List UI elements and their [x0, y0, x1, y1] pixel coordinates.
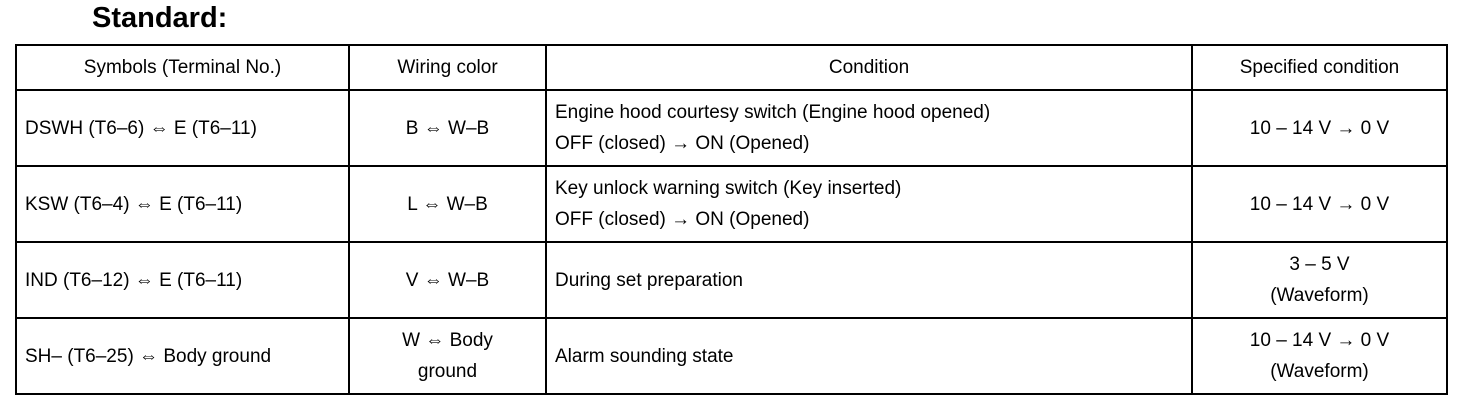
condition-text: OFF (closed) → ON (Opened)	[555, 133, 810, 154]
spec-note: (Waveform)	[1270, 361, 1369, 382]
header-wiring-color: Wiring color	[349, 45, 546, 90]
header-specified-condition: Specified condition	[1192, 45, 1447, 90]
table-row	[16, 166, 1447, 242]
header-condition: Condition	[546, 45, 1192, 90]
spec-cell	[1192, 90, 1447, 166]
symbol-cell: SH– (T6–25) ⇔ Body ground	[16, 318, 349, 394]
condition-text: Engine hood courtesy switch (Engine hood opened)	[555, 102, 991, 123]
standard-table	[15, 44, 1448, 395]
wiring-cell	[349, 242, 546, 318]
spec-cell	[1192, 242, 1447, 318]
symbol-cell: KSW (T6–4) ⇔ E (T6–11)	[16, 166, 349, 242]
spec-cell	[1192, 318, 1447, 394]
table-row	[16, 242, 1447, 318]
spec-text: 10 – 14 V → 0 V	[1249, 193, 1390, 215]
table-row	[16, 90, 1447, 166]
condition-text: Key unlock warning switch (Key inserted)	[555, 178, 902, 199]
symbol-cell: IND (T6–12) ⇔ E (T6–11)	[16, 242, 349, 318]
condition-text: During set preparation	[555, 269, 743, 291]
symbol-cell: DSWH (T6–6) ⇔ E (T6–11)	[16, 90, 349, 166]
wiring-text: L ⇔ W–B	[407, 193, 488, 215]
spec-text: 10 – 14 V → 0 V	[1249, 330, 1390, 351]
wiring-text: ground	[417, 361, 478, 382]
condition-cell	[546, 318, 1192, 394]
wiring-cell	[349, 90, 546, 166]
header-symbols: Symbols (Terminal No.)	[16, 45, 349, 90]
wiring-text: W ⇔ Body	[402, 330, 493, 351]
wiring-text: B ⇔ W–B	[405, 117, 490, 139]
spec-text: 10 – 14 V → 0 V	[1249, 117, 1390, 139]
wiring-cell	[349, 166, 546, 242]
condition-cell	[546, 166, 1192, 242]
condition-text: Alarm sounding state	[555, 345, 734, 367]
page-title: Standard:	[92, 2, 228, 34]
table-row	[16, 318, 1447, 394]
wiring-cell	[349, 318, 546, 394]
condition-cell	[546, 90, 1192, 166]
condition-cell	[546, 242, 1192, 318]
header-row	[16, 45, 1447, 90]
condition-text: OFF (closed) → ON (Opened)	[555, 209, 810, 230]
wiring-text: V ⇔ W–B	[405, 269, 490, 291]
spec-text: 3 – 5 V	[1289, 254, 1350, 275]
spec-cell	[1192, 166, 1447, 242]
spec-note: (Waveform)	[1270, 285, 1369, 306]
